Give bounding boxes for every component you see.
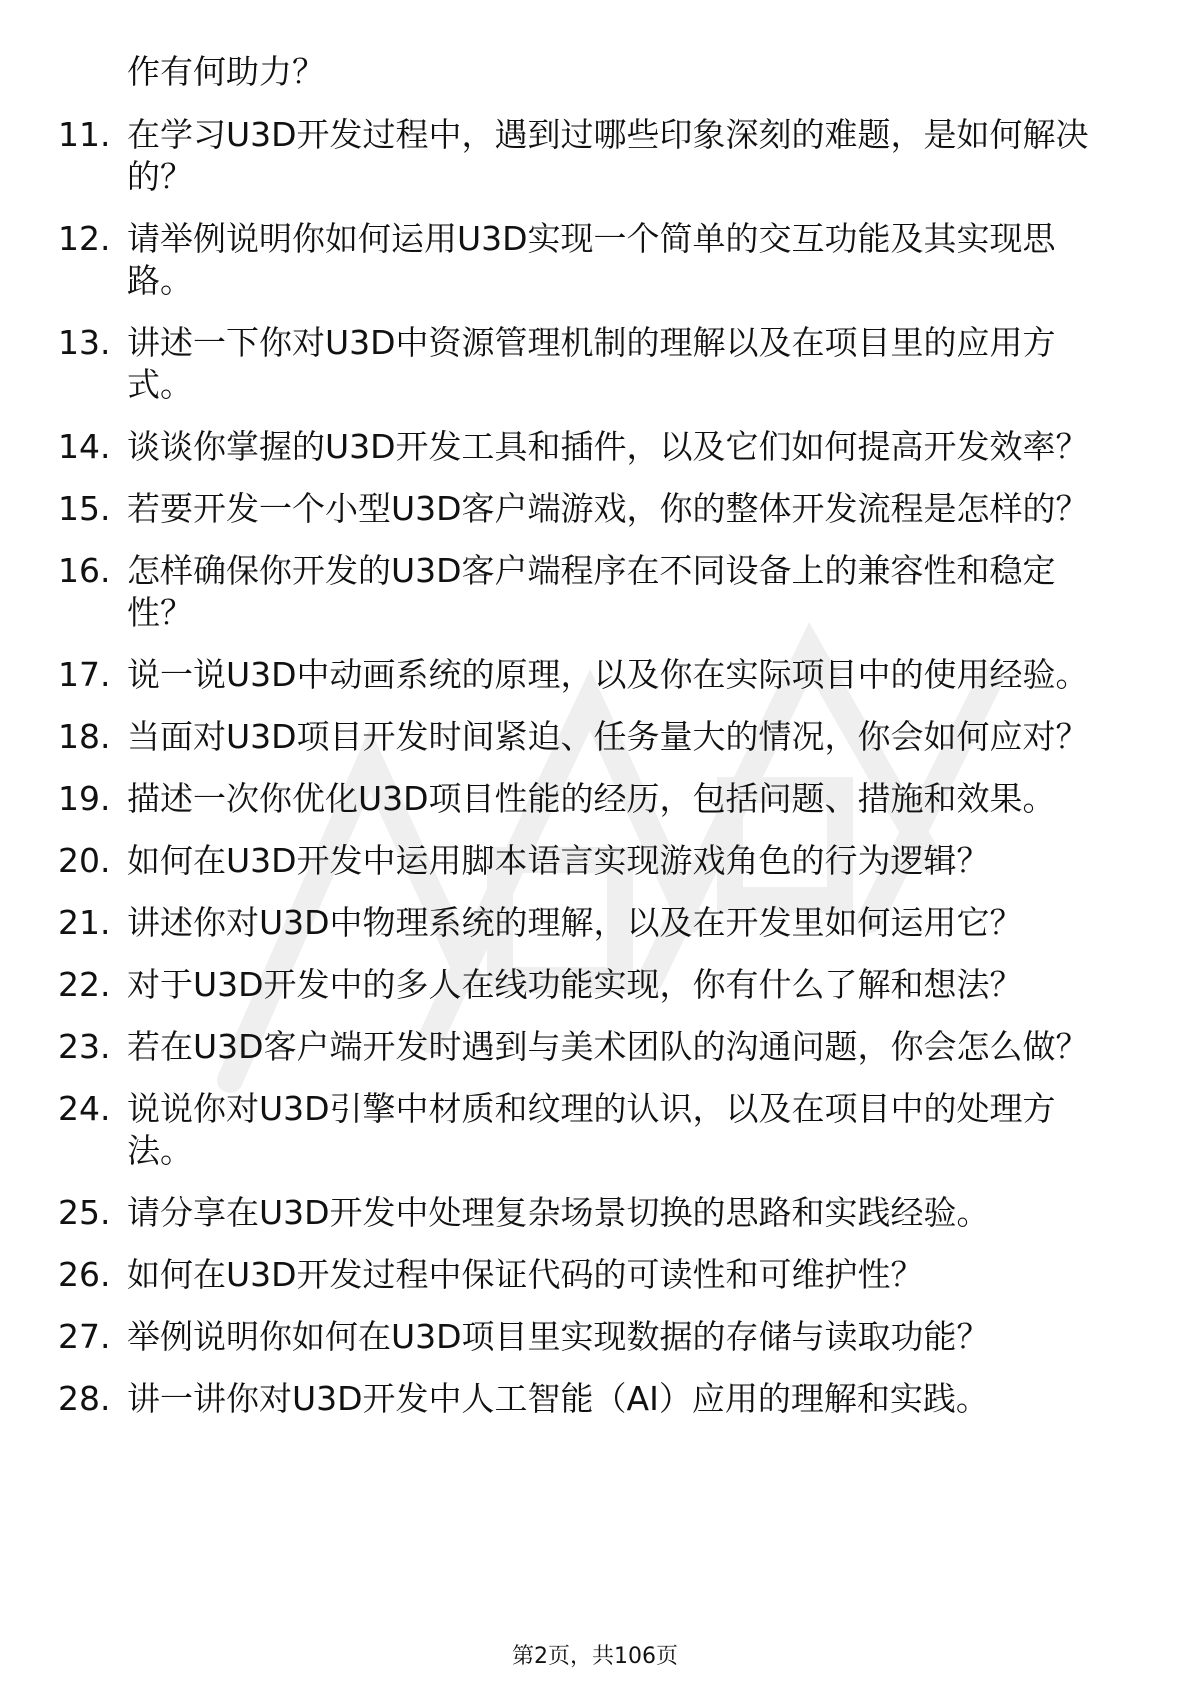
question-list — [58, 114, 1118, 1440]
question-text: 说说你对U3D引擎中材质和纹理的认识，以及在项目中的处理方法。 — [127, 1089, 1056, 1170]
question-number: 26. — [58, 1255, 111, 1294]
question-item — [58, 654, 1118, 696]
question-text: 说一说U3D中动画系统的原理，以及你在实际项目中的使用经验。 — [127, 655, 1089, 694]
question-text: 谈谈你掌握的U3D开发工具和插件，以及它们如何提高开发效率？ — [127, 427, 1089, 466]
question-item — [58, 1026, 1118, 1068]
question-text: 如何在U3D开发过程中保证代码的可读性和可维护性？ — [127, 1255, 924, 1294]
question-item — [58, 1316, 1118, 1358]
question-text: 对于U3D开发中的多人在线功能实现，你有什么了解和想法？ — [127, 965, 1023, 1004]
question-number: 22. — [58, 965, 111, 1004]
question-number: 27. — [58, 1317, 111, 1356]
question-text: 描述一次你优化U3D项目性能的经历，包括问题、措施和效果。 — [127, 779, 1056, 818]
question-item — [58, 840, 1118, 882]
question-number: 28. — [58, 1379, 111, 1418]
question-text: 怎样确保你开发的U3D客户端程序在不同设备上的兼容性和稳定性？ — [127, 551, 1056, 632]
question-item — [58, 716, 1118, 758]
question-number: 13. — [58, 323, 111, 362]
question-text: 请分享在U3D开发中处理复杂场景切换的思路和实践经验。 — [127, 1193, 990, 1232]
question-item — [58, 964, 1118, 1006]
question-item — [58, 1192, 1118, 1234]
question-text: 讲述你对U3D中物理系统的理解，以及在开发里如何运用它？ — [127, 903, 1023, 942]
question-number: 11. — [58, 115, 111, 154]
question-text: 如何在U3D开发中运用脚本语言实现游戏角色的行为逻辑？ — [127, 841, 990, 880]
question-item — [58, 1254, 1118, 1296]
question-text: 讲一讲你对U3D开发中人工智能（AI）应用的理解和实践。 — [127, 1379, 989, 1418]
question-number: 21. — [58, 903, 111, 942]
question-text: 当面对U3D项目开发时间紧迫、任务量大的情况，你会如何应对？ — [127, 717, 1089, 756]
question-number: 18. — [58, 717, 111, 756]
question-number: 17. — [58, 655, 111, 694]
question-item — [58, 114, 1118, 198]
question-number: 24. — [58, 1089, 111, 1128]
question-text: 举例说明你如何在U3D项目里实现数据的存储与读取功能？ — [127, 1317, 990, 1356]
question-text: 讲述一下你对U3D中资源管理机制的理解以及在项目里的应用方式。 — [127, 323, 1056, 404]
question-item — [58, 550, 1118, 634]
question-item — [58, 902, 1118, 944]
question-number: 14. — [58, 427, 111, 466]
continued-question-text: 作有何助力？ — [127, 52, 325, 91]
question-number: 15. — [58, 489, 111, 528]
question-text: 若要开发一个小型U3D客户端游戏，你的整体开发流程是怎样的？ — [127, 489, 1089, 528]
question-item — [58, 218, 1118, 302]
question-text: 在学习U3D开发过程中，遇到过哪些印象深刻的难题，是如何解决的？ — [127, 115, 1089, 196]
question-item — [58, 1378, 1118, 1420]
question-item — [58, 1088, 1118, 1172]
question-item — [58, 426, 1118, 468]
question-item — [58, 778, 1118, 820]
question-number: 20. — [58, 841, 111, 880]
question-number: 16. — [58, 551, 111, 590]
question-text: 若在U3D客户端开发时遇到与美术团队的沟通问题，你会怎么做？ — [127, 1027, 1089, 1066]
question-number: 12. — [58, 219, 111, 258]
question-number: 23. — [58, 1027, 111, 1066]
question-item — [58, 488, 1118, 530]
question-number: 19. — [58, 779, 111, 818]
question-number: 25. — [58, 1193, 111, 1232]
page-footer: 第2页，共106页 — [512, 1644, 678, 1669]
question-text: 请举例说明你如何运用U3D实现一个简单的交互功能及其实现思路。 — [127, 219, 1056, 300]
question-item — [58, 322, 1118, 406]
